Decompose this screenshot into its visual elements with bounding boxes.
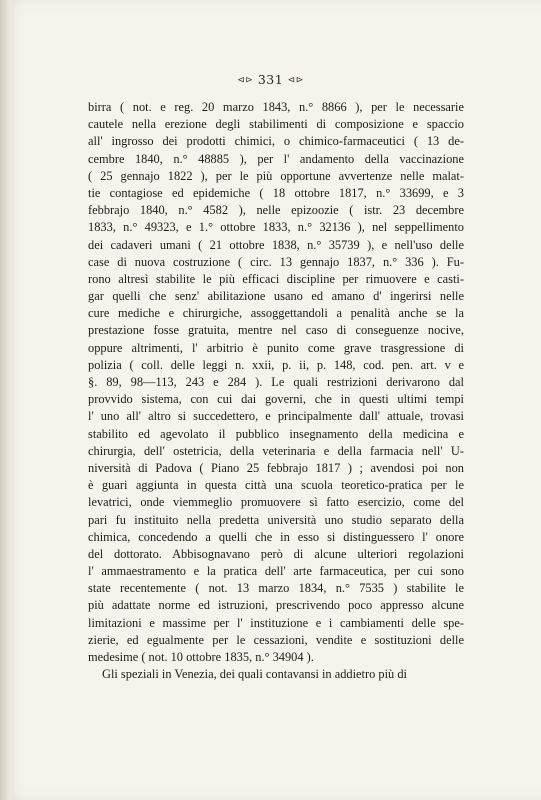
text-line: polizia ( coll. delle leggi n. xxii, p. ii, p. 148, cod. pen. art. v e [88,357,464,372]
text-line: oppure altrimenti, l' arbitrio è punito come grave trasgressione di [88,340,464,355]
text-line: case di nuova costruzione ( circ. 13 gennajo 1837, n.° 336 ). Fu- [88,254,464,269]
text-line: dei cadaveri umani ( 21 ottobre 1838, n.° 35739 ), e nell'uso delle [88,237,464,252]
text-line: cure mediche e chirurgiche, assoggettandoli a penalità anche se la [88,306,464,321]
ornament-right-icon: ⊲⊳ [287,75,304,86]
text-line: 1833, n.° 49323, e 1.° ottobre 1833, n.° 32136 ), nel seppellimento [88,220,464,235]
body-text [88,99,464,683]
text-line: state recentemente ( not. 13 marzo 1834, n.° 7535 ) stabilite le [88,581,464,596]
text-line: gar quelli che senz' abilitazione usano ed amano d' ingerirsi nelle [88,289,464,304]
text-line: cembre 1840, n.° 48885 ), per l' andamento della vaccinazione [88,151,464,166]
text-line: è guari aggiunta in questa città una scuola teoretico-pratica per le [88,478,464,493]
text-line: cautele nella erezione degli stabilimenti di composizione e spaccio [88,117,464,132]
page-header [0,72,541,87]
text-line: tie contagiose ed epidemiche ( 18 ottobre 1817, n.° 33699, e 3 [88,185,464,200]
text-line: zierie, ed egualmente per le cessazioni, vendite e sostituzioni delle [88,632,464,647]
text-line: provvido sistema, con cui dai governi, che in questi ultimi tempi [88,392,464,407]
text-line: rono altresì stabilite le più efficaci discipline per rimuovere e casti- [88,271,464,286]
text-line: niversità di Padova ( Piano 25 febbrajo 1817 ) ; avendosi poi non [88,460,464,475]
text-line: pari fu instituito nella predetta università uno studio separato della [88,512,464,527]
text-line: l' ammaestramento e la pratica dell' arte farmaceutica, per cui sono [88,564,464,579]
text-line: ( 25 gennajo 1822 ), per le più opportune avvertenze nelle malat- [88,168,464,183]
text-line: del dottorato. Abbisognavano però di alcune ulteriori regolazioni [88,546,464,561]
text-line: §. 89, 98—113, 243 e 284 ). Le quali restrizioni derivarono dal [88,375,464,389]
text-line: febbrajo 1840, n.° 4582 ), nelle epizoozie ( istr. 23 decembre [88,203,464,218]
text-line: prestazione fosse gratuita, mentre nel caso di conseguenze nocive, [88,323,464,338]
text-line: più adattate norme ed istruzioni, prescrivendo poco appresso alcune [88,598,464,613]
text-line: chimica, concedendo a quelli che in esso si distinguessero l' onore [88,529,464,544]
text-line: levatrici, onde viemmeglio promuovere sì fatto esercizio, come del [88,495,464,510]
text-line: l' uno all' altro si succedettero, e principalmente dall' attuale, trovasi [88,409,464,424]
text-line: Gli speziali in Venezia, dei quali contavansi in addietro più di [102,667,407,682]
page-number: 331 [257,72,284,87]
ornament-left-icon: ⊲⊳ [237,75,254,86]
text-line: all' ingrosso dei prodotti chimici, o chimico-farmaceutici ( 13 de- [88,134,464,149]
text-line: stabilito ed agevolato il pubblico insegnamento della medicina e [88,426,464,441]
text-line: medesime ( not. 10 ottobre 1835, n.° 34904 ). [88,650,314,664]
text-line: birra ( not. e reg. 20 marzo 1843, n.° 8866 ), per le necessarie [88,100,464,114]
text-line: limitazioni e massime per l' instituzione e i cambiamenti delle spe- [88,615,464,630]
text-line: chirurgia, dell' ostetricia, della veterinaria e della farmacia nell' U- [88,443,464,458]
page-binding-shadow [0,0,14,800]
